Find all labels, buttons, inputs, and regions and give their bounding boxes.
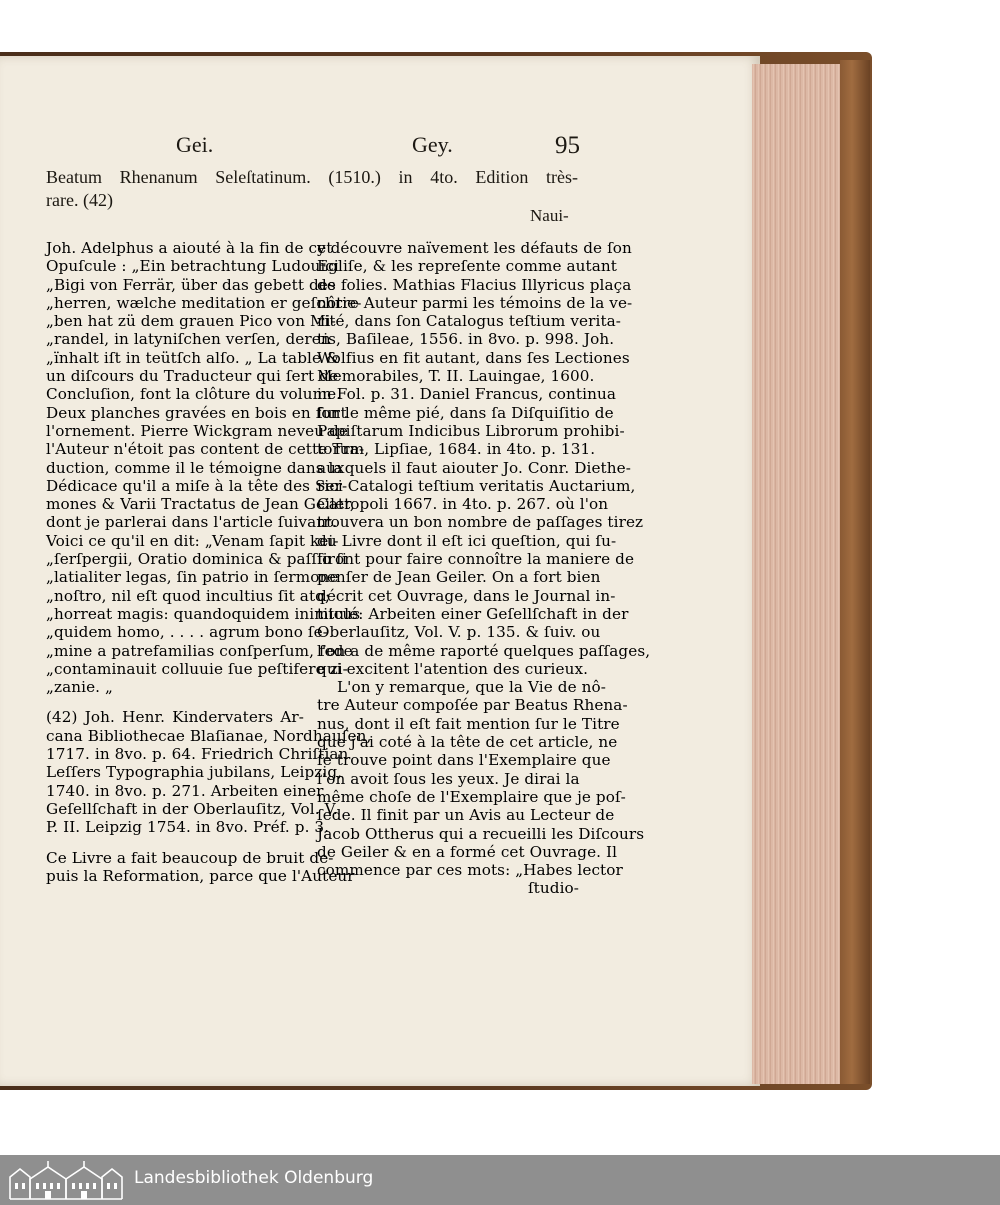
text-line: „horreat magis: quandoquidem inimicus (46, 604, 361, 623)
text-line: Dédicace qu'il a miſe à la tête des Ser- (46, 476, 348, 495)
text-line: duction, comme il le témoigne dans la (46, 458, 343, 477)
text-line: ſede. Il finit par un Avis au Lecteur de (317, 806, 615, 825)
footnote-line: Geſellſchaft in der Oberlauſitz, Vol. V. (46, 799, 338, 818)
page-fore-edge (752, 64, 843, 1084)
text-line: Ce Livre a fait beaucoup de bruit de- (46, 848, 334, 867)
library-name: Landesbibliothek Oldenburg (134, 1168, 374, 1188)
text-line: „quidem homo, . . . . agrum bono ſe- (46, 623, 328, 642)
text-line: que j'ai coté à la tête de cet article, ne (317, 733, 618, 752)
text-line: Opuſcule : „Ein betrachtung Ludouici (46, 257, 339, 276)
text-line: auxquels il faut aiouter Jo. Conr. Diethe- (317, 458, 631, 477)
text-line: Wolfius en fit autant, dans ſes Lectiones (317, 348, 630, 367)
text-line: même choſe de l'Exemplaire que je poſ- (317, 787, 626, 806)
text-line: un diſcours du Traducteur qui ſert de (46, 367, 339, 386)
text-line: trouvera un bon nombre de paſſages tirez (317, 513, 644, 532)
footnote-line: 1740. in 8vo. p. 271. Arbeiten einer (46, 781, 324, 800)
text-line: Cattopoli 1667. in 4to. p. 267. où l'on (317, 495, 609, 514)
text-line: l'ornement. Pierre Wickgram neveu de (46, 421, 348, 440)
text-line: l'on a de même raporté quelques paſſages, (317, 641, 651, 660)
text-line: rici Catalogi teſtium veritatis Auctarium, (317, 476, 636, 495)
text-line: de folies. Mathias Flacius Illyricus plaça (317, 275, 632, 294)
running-head-left: Gei. (176, 132, 214, 157)
text-line: nus, dont il eſt fait mention ſur le Titre (317, 714, 620, 733)
text-line: ſur le même pié, dans ſa Diſquiſitio de (317, 403, 614, 422)
text-line: mones & Varii Tractatus de Jean Geiler, (46, 495, 355, 514)
text-line: Deux planches gravées en bois en font (46, 403, 347, 422)
text-line: ſe trouve point dans l'Exemplaire que (317, 751, 611, 770)
footnote-line: 1717. in 8vo. p. 64. Friedrich Chriſtian (46, 745, 349, 764)
text-line: l'on avoit ſous les yeux. Je dirai la (317, 769, 580, 788)
catchword-bottom: ſtudio- (527, 879, 579, 898)
text-line: tre Auteur compoſée par Beatus Rhena- (317, 696, 628, 715)
text-line: Jacob Ottherus qui a recueilli les Diſcours (317, 824, 645, 843)
text-line: Egliſe, & les repreſente comme autant (317, 257, 617, 276)
text-line: titulé: Arbeiten einer Geſellſchaft in der (317, 604, 629, 623)
text-line: penſer de Jean Geiler. On a fort bien (317, 568, 601, 587)
left-column (46, 239, 372, 885)
text-line: L'on y remarque, que la Vie de nô- (337, 678, 606, 697)
text-line: du Livre dont il eſt ici queſtion, qui ſu- (317, 531, 617, 550)
catchword-top: Naui- (530, 206, 569, 225)
text-line: „zanie. „ (46, 678, 113, 697)
text-line: l'Auteur n'étoit pas content de cette Tra- (46, 440, 365, 459)
text-line: „randel, in latyniſchen verſen, deren (46, 330, 331, 349)
footnote-line: (42) Joh. Henr. Kindervaters Ar- (46, 708, 304, 727)
text-line: „ben hat zü dem grauen Pico von Mi- (46, 312, 336, 331)
text-line: torum, Lipſiae, 1684. in 4to. p. 131. (317, 440, 596, 459)
footnote-line: P. II. Leipzig 1754. in 8vo. Préf. p. 3. (46, 818, 330, 837)
text-line: Oberlauſitz, Vol. V. p. 135. & ſuiv. ou (317, 623, 601, 642)
text-line: Joh. Adelphus a aiouté à la fin de cet (46, 239, 333, 257)
text-line: puis la Reformation, parce que l'Auteur (46, 866, 355, 885)
text-line: „ïnhalt iſt in teütſch alſo. „ La table & (46, 348, 340, 367)
page-number: 95 (555, 132, 580, 159)
title-line-2: rare. (42) (46, 190, 113, 210)
text-line: Memorabiles, T. II. Lauingae, 1600. (317, 367, 595, 386)
running-head-center: Gey. (412, 132, 453, 157)
footnote-line: cana Bibliothecae Blaſianae, Nordhauſen, (46, 726, 372, 745)
footnote (46, 708, 372, 837)
library-building-icon (8, 1159, 126, 1201)
text-line: qui excitent l'atention des curieux. (317, 659, 589, 678)
text-line: firont pour faire connoître la maniere de (317, 550, 635, 569)
text-line: „ſerſpergii, Oratio dominica & paſſio ſi (46, 550, 347, 569)
text-line: „noſtro, nil eſt quod incultius ſit atq; (46, 586, 331, 605)
text-line: Concluſion, font la clôture du volume. (46, 385, 342, 404)
right-column (317, 239, 651, 898)
text-line: commence par ces mots: „Habes lector (317, 861, 623, 880)
text-line: y découvre naïvement les défauts de ſon (317, 239, 632, 257)
text-line: de Geiler & en a formé cet Ouvrage. Il (317, 842, 618, 861)
text-line: „contaminauit colluuie ſue peſtifere zi- (46, 659, 348, 678)
text-line: nôtre Auteur parmi les témoins de la ve- (317, 293, 633, 312)
text-line: „herren, wælche meditation er geſchrie- (46, 293, 362, 312)
text-line: dont je parlerai dans l'article ſuivant. (46, 513, 338, 532)
text-line: Voici ce qu'il en dit: „Venam ſapit kei- (46, 531, 339, 550)
text-line: rité, dans ſon Catalogus teſtium verita- (317, 312, 622, 331)
text-line: décrit cet Ouvrage, dans le Journal in- (317, 586, 616, 605)
text-line: „mine a patrefamilias conſperſum, fede (46, 641, 353, 660)
text-line: Papiſtarum Indicibus Librorum prohibi- (317, 421, 625, 440)
text-line: tis, Baſileae, 1556. in 8vo. p. 998. Joh. (317, 330, 615, 349)
footnote-line: Leſſers Typographia jubilans, Leipzig, (46, 763, 343, 782)
text-line: „latialiter legas, ſin patrio in ſermone (46, 568, 339, 587)
text-line: in Fol. p. 31. Daniel Francus, continua (317, 385, 617, 404)
cover-edge (840, 60, 870, 1084)
text-line: „Bigi von Ferrär, über das gebett des (46, 275, 336, 294)
title-line-1: Beatum Rhenanum Seleſtatinum. (1510.) in 4to. Edition très- (46, 167, 578, 187)
